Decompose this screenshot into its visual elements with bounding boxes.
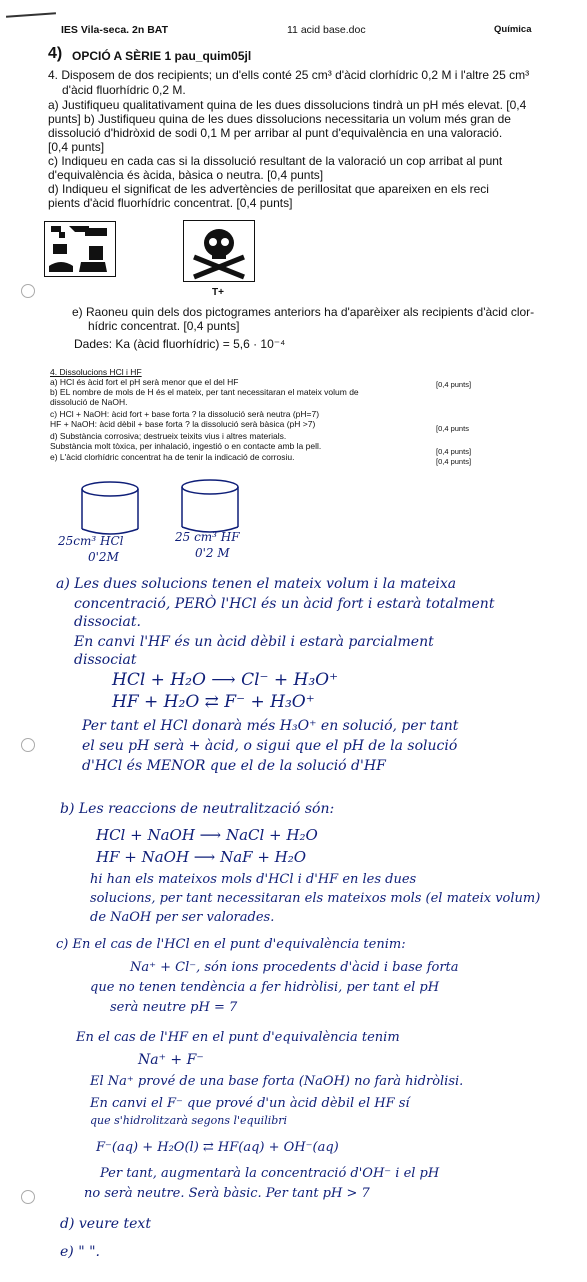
answer-key-line: a) HCl és àcid fort el pH serà menor que el del HF [50, 377, 239, 387]
hand-line: que no tenen tendència a fer hidròlisi, per tant el pH [90, 980, 440, 995]
hand-line: que s'hidrolitzarà segons l'equilibri [90, 1114, 288, 1127]
answer-key-points: [0,4 punts] [436, 447, 472, 456]
hand-equation: HCl + H₂O ⟶ Cl⁻ + H₃O⁺ [112, 670, 339, 690]
answer-key-line: HF + NaOH: àcid dèbil + base forta ? la dissolució serà bàsica (pH >7) [50, 419, 316, 429]
hand-line: dissociat [74, 652, 137, 668]
hand-line: dissociat. [74, 614, 141, 630]
question-a-line2: punts] b) Justifiqueu quina de les dues dissolucions necessitaria un volum més gran de [48, 112, 511, 126]
hand-line: d) veure text [60, 1216, 151, 1232]
question-c-line2: d'equivalència és àcida, bàsica o neutra. [0,4 punts] [48, 168, 324, 182]
question-a-line3: dissolució d'hidròxid de sodi 0,1 M per arribar al punt d'equivalència en una valoració. [48, 126, 503, 140]
answer-key-line: e) L'àcid clorhídric concentrat ha de tenir la indicació de corrosiu. [50, 452, 295, 462]
answer-key-line: Substància molt tòxica, per inhalació, ingestió o en contacte amb la pell. [50, 441, 322, 451]
answer-key-title: 4. Dissolucions HCl i HF [50, 367, 142, 377]
hand-line: Na⁺ + Cl⁻, són ions procedents d'àcid i base forta [130, 960, 459, 975]
beaker-hcl-concentration: 0'2M [88, 550, 119, 564]
corrosive-icon [45, 222, 115, 276]
answer-key-points: [0,4 punts] [436, 380, 472, 389]
question-title: OPCIÓ A SÈRIE 1 pau_quim05jl [72, 49, 252, 63]
hand-line: En canvi el F⁻ que prové d'un àcid dèbil el HF sí [90, 1096, 410, 1111]
hand-line: c) En el cas de l'HCl en el punt d'equivalència tenim: [56, 937, 406, 952]
beaker-hcl-label: 25cm³ HCl [58, 534, 124, 548]
hand-line: concentració, PERÒ l'HCl és un àcid fort i estarà totalment [74, 596, 495, 612]
hand-line: de NaOH per ser valorades. [90, 910, 275, 925]
header-subject: Química [494, 24, 532, 35]
answer-key-points: [0,4 punts [436, 424, 469, 433]
beakers-drawing [70, 477, 270, 541]
hand-line: hi han els mateixos mols d'HCl i d'HF en les dues [90, 872, 417, 887]
answer-key-points: [0,4 punts] [436, 457, 472, 466]
question-d-line2: pients d'àcid fluorhídric concentrat. [0,4 punts] [48, 196, 293, 210]
question-dades: Dades: Ka (àcid fluorhídric) = 5,6 · 10⁻⁴ [74, 337, 286, 351]
toxic-pictogram [183, 220, 255, 282]
punch-hole [21, 738, 35, 752]
hand-line: a) Les dues solucions tenen el mateix volum i la mateixa [56, 576, 457, 592]
hand-line: el seu pH serà + àcid, o sigui que el pH de la solució [82, 738, 458, 754]
corrosive-pictogram [44, 221, 116, 277]
skull-crossbones-icon [184, 221, 254, 281]
hand-line: En canvi l'HF és un àcid dèbil i estarà parcialment [74, 634, 434, 650]
question-c-line1: c) Indiqueu en cada cas si la dissolució resultant de la valoració un cop arribat al punt [48, 154, 503, 168]
punch-hole [21, 284, 35, 298]
hand-line: d'HCl és MENOR que el de la solució d'HF [82, 758, 386, 774]
answer-key-line: d) Substància corrosiva; destrueix teixits vius i altres materials. [50, 431, 287, 441]
header-file: 11 acid base.doc [287, 24, 366, 36]
beaker-hf-concentration: 0'2 M [195, 546, 230, 560]
answer-key-line: dissolució de NaOH. [50, 397, 128, 407]
hand-line: b) Les reaccions de neutralització són: [60, 801, 335, 817]
question-intro-line1: 4. Disposem de dos recipients; un d'ells conté 25 cm³ d'àcid clorhídric 0,2 M i l'altre 25 cm³ [48, 68, 530, 82]
hand-line: Per tant, augmentarà la concentració d'OH⁻ i el pH [100, 1166, 440, 1181]
hand-line: no serà neutre. Serà bàsic. Per tant pH > 7 [84, 1186, 370, 1201]
answer-key-line: c) HCl + NaOH: àcid fort + base forta ? la dissolució serà neutra (pH=7) [50, 409, 320, 419]
question-a-line4: [0,4 punts] [48, 140, 105, 154]
hand-line: En el cas de l'HF en el punt d'equivalència tenim [76, 1030, 400, 1045]
question-a-line1: a) Justifiqueu qualitativament quina de les dues dissolucions tindrà un pH més elevat. [0,4 [48, 98, 527, 112]
question-d-line1: d) Indiqueu el significat de les advertències de perillositat que apareixen en els reci [48, 182, 489, 196]
pen-mark [6, 12, 56, 17]
answer-key-line: b) EL nombre de mols de H és el mateix, per tant necessitaran el mateix volum de [50, 387, 359, 397]
hand-line: solucions, per tant necessitaran els mateixos mols (el mateix volum) [90, 891, 541, 906]
question-e-line2: hídric concentrat. [0,4 punts] [88, 319, 240, 333]
question-e-line1: e) Raoneu quin dels dos pictogrames anteriors ha d'aparèixer als recipients d'àcid clor- [72, 305, 535, 319]
hand-line: Per tant el HCl donarà més H₃O⁺ en solució, per tant [82, 718, 459, 734]
toxic-pictogram-label: T+ [212, 287, 224, 298]
hand-equation: F⁻(aq) + H₂O(l) ⇄ HF(aq) + OH⁻(aq) [96, 1140, 339, 1155]
hand-line: serà neutre pH = 7 [110, 1000, 238, 1015]
header-school: IES Vila-seca. 2n BAT [61, 24, 168, 36]
hand-equation: Na⁺ + F⁻ [138, 1052, 204, 1068]
punch-hole [21, 1190, 35, 1204]
question-number: 4) [48, 45, 63, 62]
hand-equation: HCl + NaOH ⟶ NaCl + H₂O [96, 826, 318, 844]
hand-line: e) " ". [60, 1244, 100, 1260]
beaker-hf-label: 25 cm³ HF [175, 530, 240, 544]
hand-equation: HF + H₂O ⇄ F⁻ + H₃O⁺ [112, 692, 315, 712]
hand-line: El Na⁺ prové de una base forta (NaOH) no farà hidròlisi. [90, 1074, 464, 1089]
question-intro-line2: d'àcid fluorhídric 0,2 M. [62, 83, 186, 97]
hand-equation: HF + NaOH ⟶ NaF + H₂O [96, 848, 307, 866]
